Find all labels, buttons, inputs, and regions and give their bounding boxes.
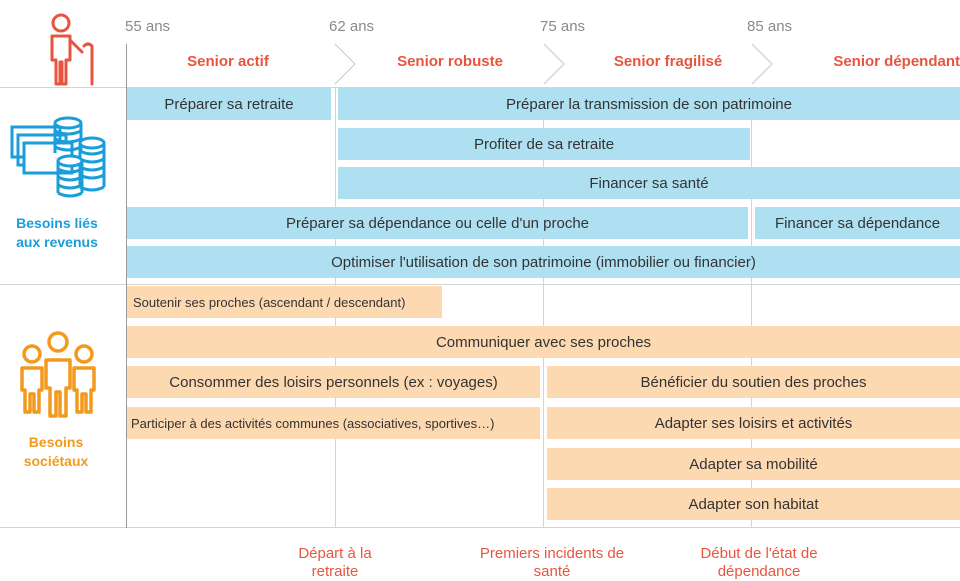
grid-line-bottom xyxy=(0,527,960,528)
phase-senior-actif: Senior actif xyxy=(187,53,269,70)
bar-soutenir-proches: Soutenir ses proches (ascendant / descendant) xyxy=(127,286,442,318)
milestone-incidents-sante: Premiers incidents de santé xyxy=(479,545,625,580)
family-icon xyxy=(18,330,98,420)
bar-consommer-loisirs: Consommer des loisirs personnels (ex : voyages) xyxy=(127,366,540,398)
section-label-revenus: Besoins liés aux revenus xyxy=(16,215,98,250)
bar-preparer-dependance: Préparer sa dépendance ou celle d'un proche xyxy=(127,207,748,239)
milestone-depart-retraite: Départ à la retraite xyxy=(298,545,372,580)
bar-preparer-retraite: Préparer sa retraite xyxy=(127,88,331,120)
age-label-55: 55 ans xyxy=(125,18,171,35)
section-label-societaux: Besoins sociétaux xyxy=(23,434,89,469)
bar-financer-dependance: Financer sa dépendance xyxy=(755,207,960,239)
bar-preparer-transmission: Préparer la transmission de son patrimoine xyxy=(338,88,960,120)
bar-adapter-loisirs: Adapter ses loisirs et activités xyxy=(547,407,960,439)
bar-profiter-retraite: Profiter de sa retraite xyxy=(338,128,750,160)
bar-communiquer-proches: Communiquer avec ses proches xyxy=(127,326,960,358)
grid-line-middle xyxy=(0,284,960,285)
phase-senior-fragilise: Senior fragilisé xyxy=(613,53,723,70)
age-label-62: 62 ans xyxy=(329,18,375,35)
age-label-85: 85 ans xyxy=(747,18,793,35)
bar-adapter-mobilite: Adapter sa mobilité xyxy=(547,448,960,480)
money-stack-icon xyxy=(8,113,108,203)
phase-senior-robuste: Senior robuste xyxy=(397,53,503,70)
bar-financer-sante: Financer sa santé xyxy=(338,167,960,199)
bar-beneficier-soutien: Bénéficier du soutien des proches xyxy=(547,366,960,398)
bar-adapter-habitat: Adapter son habitat xyxy=(547,488,960,520)
milestone-debut-dependance: Début de l'état de dépendance xyxy=(700,545,818,580)
bar-optimiser-patrimoine: Optimiser l'utilisation de son patrimoine (immobilier ou financier) xyxy=(127,246,960,278)
bar-participer-activites: Participer à des activités communes (associatives, sportives…) xyxy=(127,407,540,439)
phase-chevrons xyxy=(0,0,960,90)
phase-senior-dependant: Senior dépendant xyxy=(833,53,960,70)
age-label-75: 75 ans xyxy=(540,18,586,35)
